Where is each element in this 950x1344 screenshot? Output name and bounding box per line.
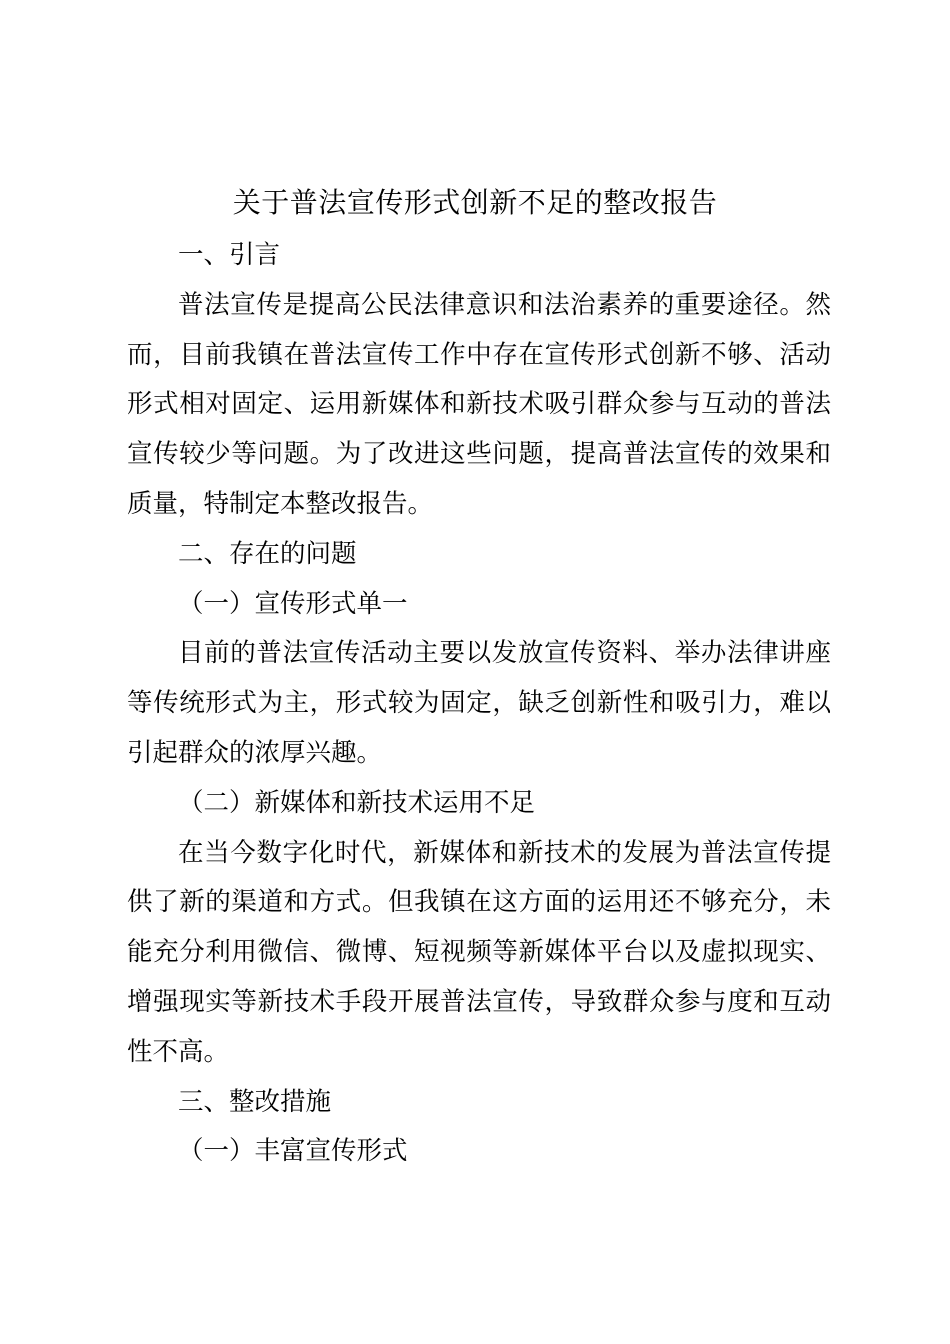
section-heading-introduction: 一、引言 <box>178 240 281 270</box>
subsection-heading: （二）新媒体和新技术运用不足 <box>178 787 536 818</box>
section-heading-measures: 三、整改措施 <box>178 1086 332 1117</box>
body-paragraph: 在当今数字化时代，新媒体和新技术的发展为普法宣传提供了新的渠道和方式。但我镇在这方面的运用还不够充分，未能充分利用微信、微博、短视频等新媒体平台以及虚拟现实、增强现实等新技术手段开展普法宣传，导致群众参与度和互动性不高。 <box>127 837 831 1067</box>
body-paragraph: 普法宣传是提高公民法律意识和法治素养的重要途径。然而，目前我镇在普法宣传工作中存在宣传形式创新不够、活动形式相对固定、运用新媒体和新技术吸引群众参与互动的普法宣传较少等问题。为了改进这些问题，提高普法宣传的效果和质量，特制定本整改报告。 <box>127 289 831 519</box>
subsection-heading: （一）丰富宣传形式 <box>178 1136 408 1167</box>
document-title: 关于普法宣传形式创新不足的整改报告 <box>232 186 718 219</box>
section-heading-problems: 二、存在的问题 <box>178 538 357 569</box>
document-body <box>127 231 831 1177</box>
subsection-heading: （一）宣传形式单一 <box>178 588 408 619</box>
body-paragraph: 目前的普法宣传活动主要以发放宣传资料、举办法律讲座等传统形式为主，形式较为固定，缺乏创新性和吸引力，难以引起群众的浓厚兴趣。 <box>127 638 831 768</box>
